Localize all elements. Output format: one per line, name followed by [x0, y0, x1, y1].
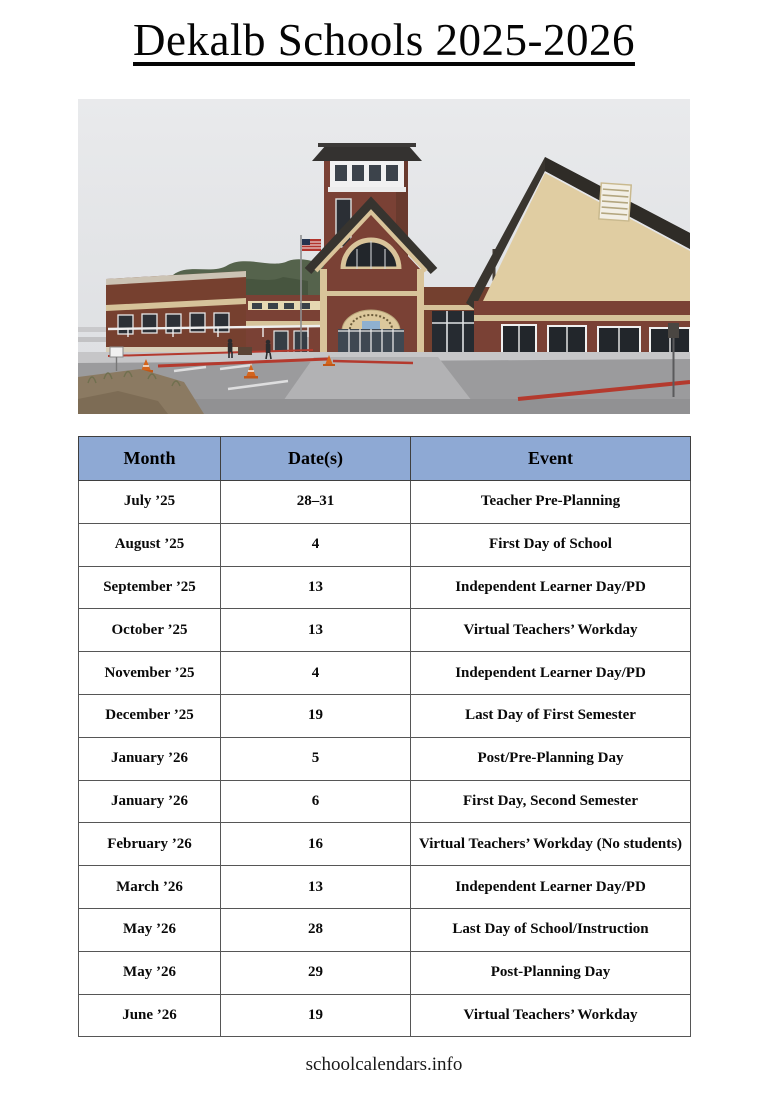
date-cell: 13: [221, 566, 411, 609]
school-photo: [78, 99, 690, 414]
table-row: [79, 823, 691, 866]
month-cell: March ’26: [79, 866, 221, 909]
event-cell: Independent Learner Day/PD: [411, 866, 691, 909]
month-cell: January ’26: [79, 737, 221, 780]
left-wing: [106, 271, 246, 355]
header-dates: Date(s): [221, 437, 411, 481]
louver-vent: [599, 183, 631, 221]
date-cell: 19: [221, 994, 411, 1037]
date-cell: 28–31: [221, 481, 411, 524]
table-row: [79, 951, 691, 994]
month-cell: July ’25: [79, 481, 221, 524]
table-row: [79, 566, 691, 609]
month-cell: May ’26: [79, 951, 221, 994]
date-cell: 19: [221, 694, 411, 737]
date-cell: 6: [221, 780, 411, 823]
event-cell: First Day, Second Semester: [411, 780, 691, 823]
event-cell: Virtual Teachers’ Workday: [411, 994, 691, 1037]
table-row: [79, 908, 691, 951]
date-cell: 5: [221, 737, 411, 780]
date-cell: 16: [221, 823, 411, 866]
table-row: [79, 694, 691, 737]
month-cell: May ’26: [79, 908, 221, 951]
entrance-block: [320, 269, 424, 355]
month-cell: June ’26: [79, 994, 221, 1037]
table-row: [79, 523, 691, 566]
table-row: [79, 994, 691, 1037]
event-cell: Last Day of School/Instruction: [411, 908, 691, 951]
table-header-row: [79, 437, 691, 481]
month-cell: September ’25: [79, 566, 221, 609]
event-cell: Independent Learner Day/PD: [411, 652, 691, 695]
event-cell: Virtual Teachers’ Workday (No students): [411, 823, 691, 866]
month-cell: October ’25: [79, 609, 221, 652]
table-row: [79, 866, 691, 909]
month-cell: August ’25: [79, 523, 221, 566]
calendar-table: [78, 436, 691, 1037]
event-cell: Virtual Teachers’ Workday: [411, 609, 691, 652]
footer-domain: schoolcalendars.info: [305, 1054, 463, 1075]
table-row: [79, 481, 691, 524]
event-cell: Last Day of First Semester: [411, 694, 691, 737]
date-cell: 28: [221, 908, 411, 951]
table-row: [79, 780, 691, 823]
calendar-table-body: [79, 481, 691, 1037]
us-flag: [302, 239, 321, 251]
month-cell: February ’26: [79, 823, 221, 866]
table-row: [79, 737, 691, 780]
date-cell: 4: [221, 523, 411, 566]
school-building-illustration: [78, 99, 690, 414]
date-cell: 13: [221, 866, 411, 909]
table-row: [79, 609, 691, 652]
event-cell: Post/Pre-Planning Day: [411, 737, 691, 780]
month-cell: December ’25: [79, 694, 221, 737]
table-row: [79, 652, 691, 695]
month-cell: November ’25: [79, 652, 221, 695]
event-cell: Post-Planning Day: [411, 951, 691, 994]
date-cell: 29: [221, 951, 411, 994]
header-event: Event: [411, 437, 691, 481]
date-cell: 13: [221, 609, 411, 652]
month-cell: January ’26: [79, 780, 221, 823]
date-cell: 4: [221, 652, 411, 695]
event-cell: First Day of School: [411, 523, 691, 566]
event-cell: Teacher Pre-Planning: [411, 481, 691, 524]
page-title: Dekalb Schools 2025-2026: [133, 15, 635, 65]
calendar-page: [0, 14, 768, 1100]
header-month: Month: [79, 437, 221, 481]
event-cell: Independent Learner Day/PD: [411, 566, 691, 609]
